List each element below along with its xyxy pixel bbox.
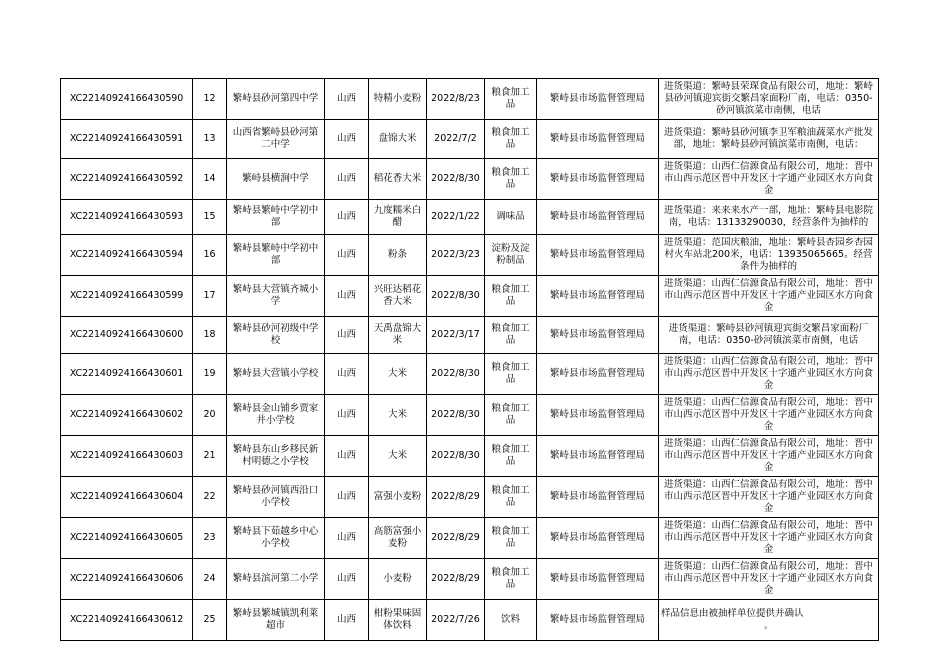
cell-province: 山西 <box>325 276 369 317</box>
table-row <box>61 518 879 559</box>
cell-remark <box>659 518 879 559</box>
cell-seq: 22 <box>193 477 227 518</box>
cell-sample-name: 盘锦大米 <box>369 120 427 159</box>
cell-seq: 19 <box>193 354 227 395</box>
cell-date: 2022/8/30 <box>427 354 485 395</box>
cell-remark <box>659 317 879 354</box>
cell-remark <box>659 79 879 120</box>
cell-date: 2022/8/23 <box>427 79 485 120</box>
cell-sample-name: 粉条 <box>369 235 427 276</box>
cell-date: 2022/7/26 <box>427 600 485 641</box>
remark-text: 进货渠道：繁峙县荣琛食品有限公司，地址：繁峙县砂河镇迎宾街交繁昌家面粉厂南，电话：0350-砂河镇滨菜市南侧，电话 <box>663 81 873 116</box>
cell-code: XC22140924166430606 <box>61 559 193 600</box>
cell-sample-name: 兴旺达稻花香大米 <box>369 276 427 317</box>
sampling-records-table <box>60 78 879 641</box>
cell-organization: 繁峙县市场监督管理局 <box>537 436 659 477</box>
cell-sample-name: 天禹盘锦大米 <box>369 317 427 354</box>
cell-code: XC22140924166430612 <box>61 600 193 641</box>
cell-unit: 繁峙县滨河第二小学 <box>227 559 325 600</box>
cell-category: 粮食加工品 <box>485 395 537 436</box>
cell-sample-name: 特精小麦粉 <box>369 79 427 120</box>
table-row <box>61 159 879 200</box>
cell-date: 2022/8/29 <box>427 477 485 518</box>
cell-unit: 繁峙县砂河镇西沿口小学校 <box>227 477 325 518</box>
cell-date: 2022/8/30 <box>427 436 485 477</box>
cell-seq: 14 <box>193 159 227 200</box>
cell-seq: 13 <box>193 120 227 159</box>
cell-seq: 21 <box>193 436 227 477</box>
cell-province: 山西 <box>325 518 369 559</box>
cell-category: 粮食加工品 <box>485 518 537 559</box>
cell-seq: 23 <box>193 518 227 559</box>
remark-text: 样品信息由被抽样单位提供并确认 <box>661 608 804 619</box>
cell-code: XC22140924166430593 <box>61 200 193 235</box>
cell-organization: 繁峙县市场监督管理局 <box>537 477 659 518</box>
cell-code: XC22140924166430600 <box>61 317 193 354</box>
cell-unit: 繁峙县繁峙中学初中部 <box>227 235 325 276</box>
cell-organization: 繁峙县市场监督管理局 <box>537 518 659 559</box>
cell-province: 山西 <box>325 120 369 159</box>
cell-code: XC22140924166430603 <box>61 436 193 477</box>
cell-code: XC22140924166430604 <box>61 477 193 518</box>
cell-province: 山西 <box>325 477 369 518</box>
cell-category: 饮料 <box>485 600 537 641</box>
cell-remark <box>659 120 879 159</box>
cell-category: 粮食加工品 <box>485 436 537 477</box>
cell-organization: 繁峙县市场监督管理局 <box>537 276 659 317</box>
cell-organization: 繁峙县市场监督管理局 <box>537 120 659 159</box>
table-row <box>61 120 879 159</box>
cell-sample-name: 高筋富强小麦粉 <box>369 518 427 559</box>
remark-text: 进货渠道：繁峙县砂河镇李卫军粮油蔬菜水产批发部，地址：繁峙县砂河镇滨菜市南侧，电话： <box>663 127 873 150</box>
cell-province: 山西 <box>325 395 369 436</box>
cell-sample-name: 小麦粉 <box>369 559 427 600</box>
remark-text: 进货渠道：来来来水产一部，地址：繁峙县电影院南，电话：13133290030，经营条件为抽样的 <box>663 205 873 228</box>
cell-code: XC22140924166430591 <box>61 120 193 159</box>
cell-date: 2022/8/30 <box>427 395 485 436</box>
cell-seq: 17 <box>193 276 227 317</box>
cell-province: 山西 <box>325 159 369 200</box>
cell-sample-name: 九度糯米白醋 <box>369 200 427 235</box>
cell-remark <box>659 159 879 200</box>
cell-organization: 繁峙县市场监督管理局 <box>537 235 659 276</box>
cell-category: 粮食加工品 <box>485 559 537 600</box>
cell-organization: 繁峙县市场监督管理局 <box>537 200 659 235</box>
cell-unit: 繁峙县金山铺乡贾家井小学校 <box>227 395 325 436</box>
cell-date: 2022/1/22 <box>427 200 485 235</box>
cell-province: 山西 <box>325 354 369 395</box>
cell-sample-name: 稻花香大米 <box>369 159 427 200</box>
cell-remark <box>659 276 879 317</box>
cell-sample-name: 大米 <box>369 354 427 395</box>
cell-unit: 繁峙县下茹越乡中心小学校 <box>227 518 325 559</box>
cell-category: 粮食加工品 <box>485 276 537 317</box>
remark-text: 进货渠道：山西仁信源食品有限公司，地址：晋中市山西示范区晋中开发区十字通产业园区水方向食金 <box>663 356 873 391</box>
cell-organization: 繁峙县市场监督管理局 <box>537 317 659 354</box>
cell-province: 山西 <box>325 200 369 235</box>
cell-code: XC22140924166430605 <box>61 518 193 559</box>
remark-text-tail: 。 <box>763 621 773 631</box>
remark-text: 进货渠道：山西仁信源食品有限公司，地址：晋中市山西示范区晋中开发区十字通产业园区水方向食金 <box>663 520 873 555</box>
table-row <box>61 317 879 354</box>
cell-seq: 25 <box>193 600 227 641</box>
cell-province: 山西 <box>325 235 369 276</box>
cell-unit: 繁峙县大营镇齐城小学 <box>227 276 325 317</box>
cell-province: 山西 <box>325 79 369 120</box>
cell-code: XC22140924166430601 <box>61 354 193 395</box>
cell-category: 粮食加工品 <box>485 317 537 354</box>
cell-remark <box>659 477 879 518</box>
cell-unit: 繁峙县大营镇小学校 <box>227 354 325 395</box>
cell-province: 山西 <box>325 317 369 354</box>
remark-text: 进货渠道：山西仁信源食品有限公司，地址：晋中市山西示范区晋中开发区十字通产业园区水方向食金 <box>663 397 873 432</box>
cell-organization: 繁峙县市场监督管理局 <box>537 600 659 641</box>
remark-text: 进货渠道：山西仁信源食品有限公司，地址：晋中市山西示范区晋中开发区十字通产业园区水方向食金 <box>663 161 873 196</box>
cell-sample-name: 大米 <box>369 395 427 436</box>
sampling-records-table-wrapper <box>60 78 878 641</box>
cell-remark <box>659 559 879 600</box>
cell-unit: 繁峙县东山乡移民新村明德之小学校 <box>227 436 325 477</box>
table-row <box>61 79 879 120</box>
cell-remark <box>659 395 879 436</box>
remark-text: 进货渠道：山西仁信源食品有限公司，地址：晋中市山西示范区晋中开发区十字通产业园区水方向食金 <box>663 479 873 514</box>
cell-remark <box>659 200 879 235</box>
remark-text: 进货渠道：范国庆粮油，地址：繁峙县杏园乡杏园村火车站北200米，电话：13935065665。经营条件为抽样的 <box>663 237 873 272</box>
cell-remark <box>659 600 879 641</box>
remark-text: 进货渠道：山西仁信源食品有限公司，地址：晋中市山西示范区晋中开发区十字通产业园区水方向食金 <box>663 438 873 473</box>
cell-code: XC22140924166430594 <box>61 235 193 276</box>
cell-date: 2022/8/30 <box>427 159 485 200</box>
cell-province: 山西 <box>325 559 369 600</box>
cell-province: 山西 <box>325 436 369 477</box>
cell-date: 2022/8/29 <box>427 518 485 559</box>
cell-code: XC22140924166430599 <box>61 276 193 317</box>
cell-unit: 繁峙县繁峙中学初中部 <box>227 200 325 235</box>
cell-seq: 18 <box>193 317 227 354</box>
remark-text: 进货渠道：山西仁信源食品有限公司，地址：晋中市山西示范区晋中开发区十字通产业园区水方向食金 <box>663 561 873 596</box>
cell-seq: 20 <box>193 395 227 436</box>
cell-category: 粮食加工品 <box>485 79 537 120</box>
cell-code: XC22140924166430602 <box>61 395 193 436</box>
cell-seq: 24 <box>193 559 227 600</box>
cell-code: XC22140924166430592 <box>61 159 193 200</box>
cell-seq: 15 <box>193 200 227 235</box>
table-row <box>61 276 879 317</box>
cell-unit: 繁峙县繁城镇凯利莱超市 <box>227 600 325 641</box>
cell-organization: 繁峙县市场监督管理局 <box>537 395 659 436</box>
cell-remark <box>659 436 879 477</box>
cell-seq: 16 <box>193 235 227 276</box>
cell-unit: 繁峙县横涧中学 <box>227 159 325 200</box>
cell-organization: 繁峙县市场监督管理局 <box>537 559 659 600</box>
cell-organization: 繁峙县市场监督管理局 <box>537 159 659 200</box>
cell-province: 山西 <box>325 600 369 641</box>
cell-date: 2022/7/2 <box>427 120 485 159</box>
cell-remark <box>659 235 879 276</box>
cell-sample-name: 柑粉果味固体饮料 <box>369 600 427 641</box>
cell-category: 粮食加工品 <box>485 159 537 200</box>
table-row <box>61 600 879 641</box>
cell-category: 粮食加工品 <box>485 354 537 395</box>
cell-date: 2022/8/30 <box>427 276 485 317</box>
cell-unit: 繁峙县砂河第四中学 <box>227 79 325 120</box>
table-row <box>61 559 879 600</box>
table-row <box>61 395 879 436</box>
cell-remark <box>659 354 879 395</box>
cell-organization: 繁峙县市场监督管理局 <box>537 354 659 395</box>
table-row <box>61 235 879 276</box>
cell-seq: 12 <box>193 79 227 120</box>
cell-organization: 繁峙县市场监督管理局 <box>537 79 659 120</box>
table-row <box>61 436 879 477</box>
cell-category: 粮食加工品 <box>485 120 537 159</box>
cell-unit: 繁峙县砂河初级中学校 <box>227 317 325 354</box>
cell-date: 2022/3/17 <box>427 317 485 354</box>
cell-category: 粮食加工品 <box>485 477 537 518</box>
cell-category: 淀粉及淀粉制品 <box>485 235 537 276</box>
table-row <box>61 200 879 235</box>
cell-date: 2022/8/29 <box>427 559 485 600</box>
remark-text: 进货渠道：繁峙县砂河镇迎宾街交繁昌家面粉厂南，电话：0350-砂河镇滨菜市南侧，电话 <box>668 323 869 346</box>
cell-code: XC22140924166430590 <box>61 79 193 120</box>
table-row <box>61 477 879 518</box>
cell-unit: 山西省繁峙县砂河第二中学 <box>227 120 325 159</box>
cell-sample-name: 大米 <box>369 436 427 477</box>
cell-sample-name: 富强小麦粉 <box>369 477 427 518</box>
cell-category: 调味品 <box>485 200 537 235</box>
cell-date: 2022/3/23 <box>427 235 485 276</box>
table-row <box>61 354 879 395</box>
remark-text: 进货渠道：山西仁信源食品有限公司，地址：晋中市山西示范区晋中开发区十字通产业园区水方向食金 <box>663 278 873 313</box>
